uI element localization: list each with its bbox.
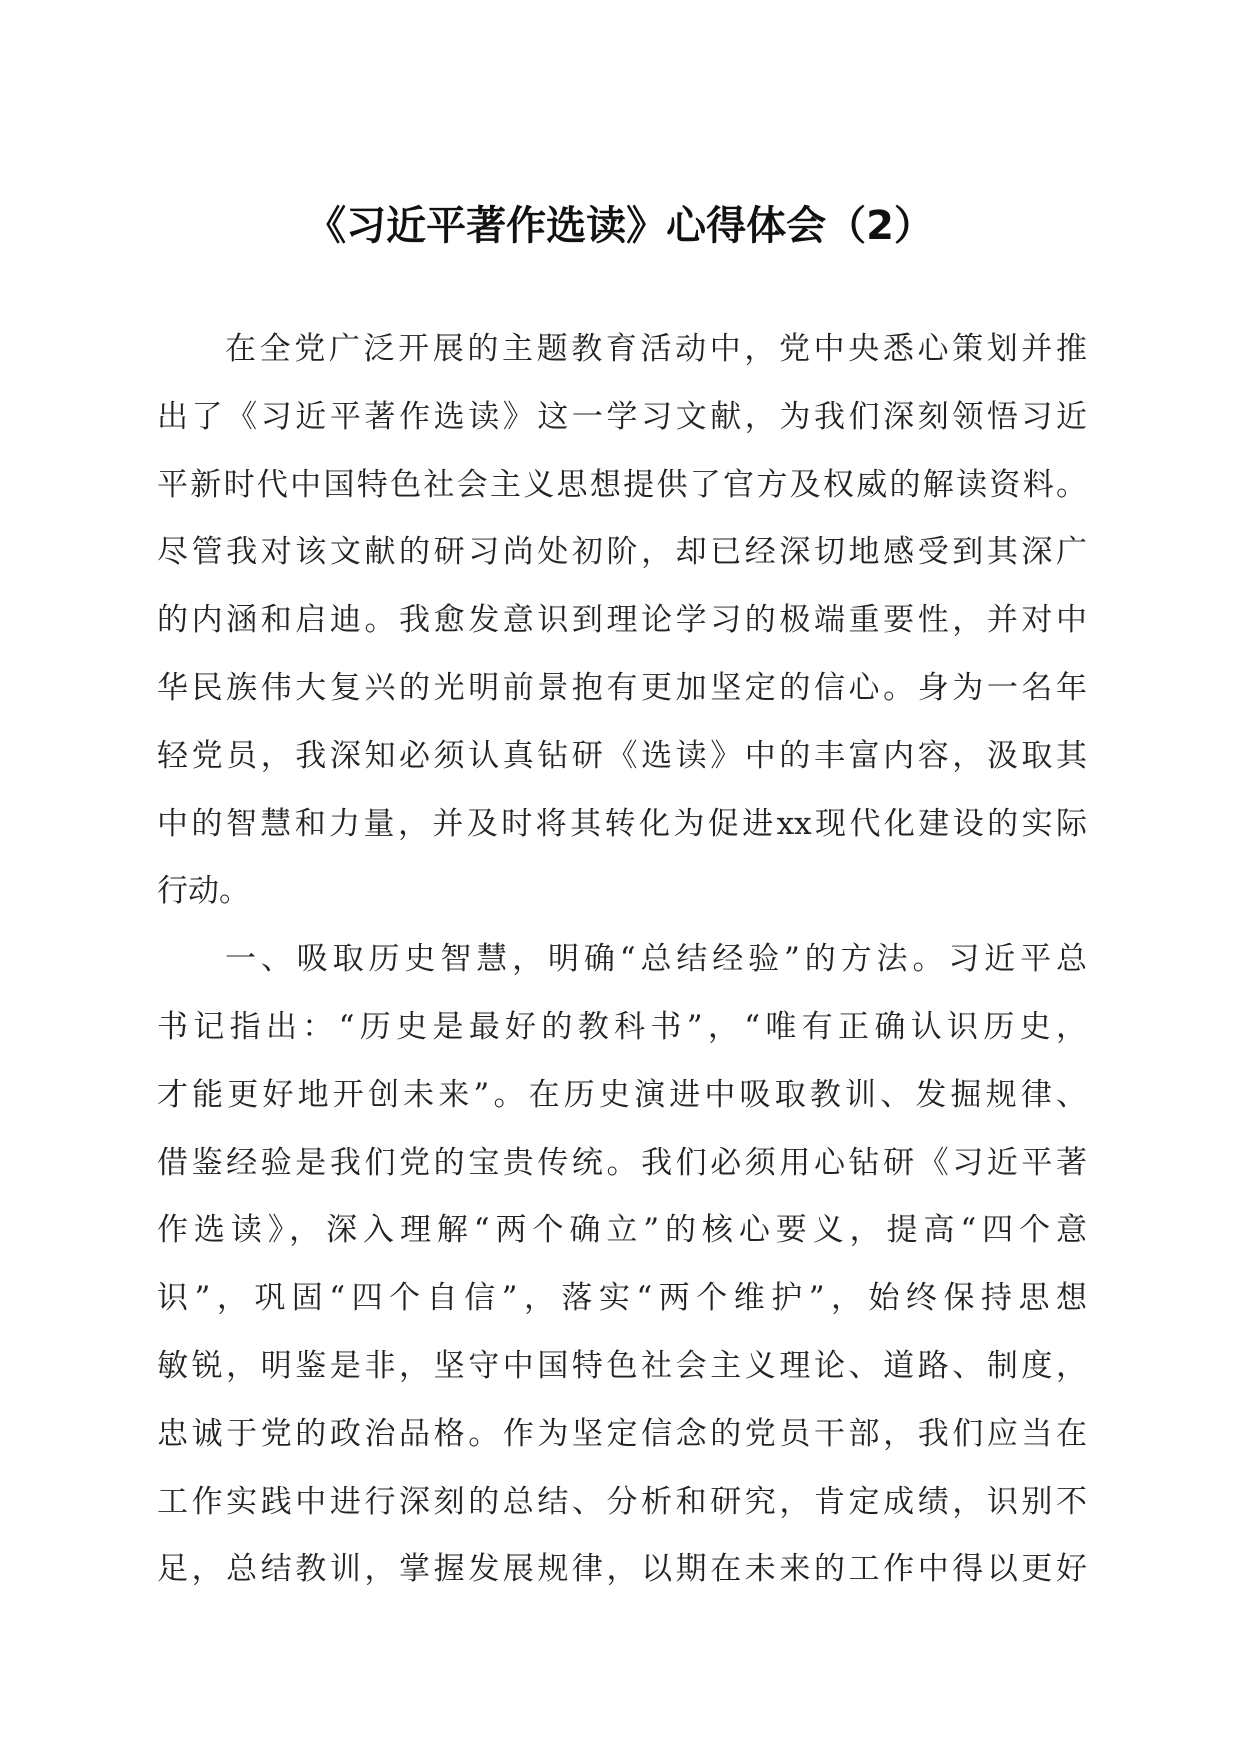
document-title: 《习近平著作选读》心得体会（2） [306, 203, 934, 249]
paragraph-1-line: 的内涵和启迪。我愈发意识到理论学习的极端重要性，并对中 [157, 602, 1087, 639]
paragraph-2-line: 工作实践中进行深刻的总结、分析和研究，肯定成绩，识别不 [157, 1483, 1087, 1520]
paragraph-1-line: 行动。 [157, 873, 250, 910]
paragraph-2-line: 借鉴经验是我们党的宝贵传统。我们必须用心钻研《习近平著 [157, 1144, 1087, 1181]
paragraph-2-line: 敏锐，明鉴是非，坚守中国特色社会主义理论、道路、制度， [157, 1347, 1087, 1384]
document-body [157, 316, 1087, 1604]
paragraph-1-line: 尽管我对该文献的研习尚处初阶，却已经深切地感受到其深广 [157, 534, 1087, 571]
paragraph-1-line: 轻党员，我深知必须认真钻研《选读》中的丰富内容，汲取其 [157, 737, 1087, 774]
paragraph-1-line: 华民族伟大复兴的光明前景抱有更加坚定的信心。身为一名年 [157, 669, 1087, 706]
paragraph-1-line: 平新时代中国特色社会主义思想提供了官方及权威的解读资料。 [157, 466, 1087, 503]
paragraph-2-line: 忠诚于党的政治品格。作为坚定信念的党员干部，我们应当在 [157, 1415, 1087, 1452]
paragraph-2-line: 书记指出：“历史是最好的教科书”，“唯有正确认识历史， [157, 1008, 1087, 1045]
paragraph-1-line: 中的智慧和力量，并及时将其转化为促进xx现代化建设的实际 [157, 805, 1087, 842]
paragraph-2-line: 作选读》，深入理解“两个确立”的核心要义，提高“四个意 [157, 1212, 1087, 1249]
paragraph-2-line: 一、吸取历史智慧，明确“总结经验”的方法。习近平总 [225, 941, 1087, 978]
paragraph-2-line: 才能更好地开创未来”。在历史演进中吸取教训、发掘规律、 [157, 1076, 1087, 1113]
paragraph-2-line: 识”，巩固“四个自信”，落实“两个维护”，始终保持思想 [157, 1280, 1087, 1317]
paragraph-2-line: 足，总结教训，掌握发展规律，以期在未来的工作中得以更好 [157, 1551, 1087, 1588]
paragraph-1-line: 出了《习近平著作选读》这一学习文献，为我们深刻领悟习近 [157, 398, 1087, 435]
paragraph-1-line: 在全党广泛开展的主题教育活动中，党中央悉心策划并推 [225, 331, 1087, 367]
